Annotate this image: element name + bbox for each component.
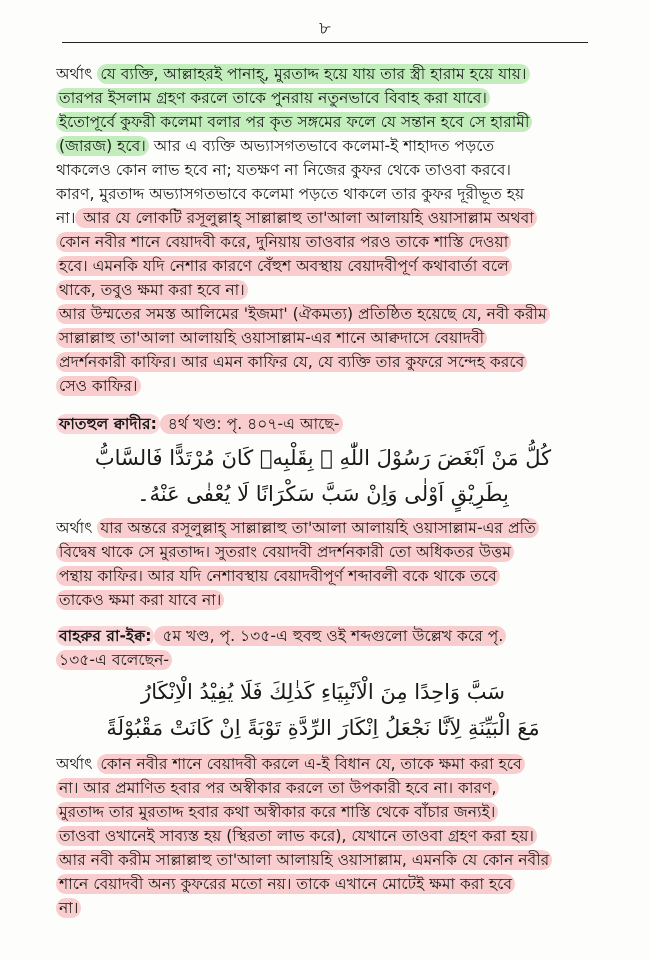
text-line: মুরতাদ্দ তার মুরতাদ্দ হবার কথা অস্বীকার করে শাস্তি থেকে বাঁচার জন্যই। [56,800,590,824]
text-line: ফাতহুল ক্বাদীর: ৪র্থ খণ্ড: পৃ. ৪০৭-এ আছে- [56,412,590,436]
bahrur-raiq-reference [56,624,590,672]
text-line: কারণ, মুরতাদ্দ অভ্যাসগতভাবে কলেমা পড়তে থাকলে তার কুফর দূরীভূত হয় [56,185,525,203]
arabic-quote-line: كُلُّ مَنْ اَبْغَضَ رَسُوْلَ اللّٰهِ ﷺ بِقَلْبِهٖ كَانَ مُرْتَدًّا فَالسَّابُّ [94,446,552,470]
text-line: কোন নবীর শানে বেয়াদবী করে, দুনিয়ায় তাওবার পরও তাকে শাস্তি দেওয়া [56,230,590,254]
text-line: আর উম্মতের সমস্ত আলিমের 'ইজমা' (ঐকমত্য) প্রতিষ্ঠিত হয়েছে যে, নবী করীম [56,302,590,326]
text-line: (জারজ) হবে। আর এ ব্যক্তি অভ্যাসগতভাবে কলেমা-ই শাহাদত পড়তে [56,134,590,158]
text-line: থাকে, তবুও ক্ষমা করা হবে না। [56,278,590,302]
source-label: ফাতহুল ক্বাদীর: [56,414,160,434]
text-line: বিদ্বেষ থাকে সে মুরতাদ্দ। সুতরাং বেয়াদবী প্রদর্শনকারী তো অধিকতর উত্তম [56,540,590,564]
arabic-quote-line: بِطَرِيْقٍ اَوْلٰى وَاِنْ سَبَّ سَكْرَانًا لَا يُعْفٰى عَنْهُ۔ [137,482,509,506]
paragraph-1 [56,62,590,398]
text-line: অর্থাৎ কোন নবীর শানে বেয়াদবী করলে এ-ই বিধান যে, তাকে ক্ষমা করা হবে [56,752,590,776]
text-line: পন্থায় কাফির। আর যদি নেশাবস্থায় বেয়াদবীপূর্ণ শব্দাবলী বকে থাকে তবে [56,564,590,588]
page-number: ৮ [319,18,331,39]
text-line: না। [56,896,590,920]
text-line: তাওবা ওখানেই সাব্যস্ত হয় (স্থিরতা লাভ করে), যেখানে তাওবা গ্রহণ করা হয়। [56,824,590,848]
text-line: না। আর প্রমাণিত হবার পর অস্বীকার করলে তা উপকারী হবে না। কারণ, [56,776,590,800]
text-line: প্রদর্শনকারী কাফির। আর এমন কাফির যে, যে ব্যক্তি তার কুফরে সন্দেহ করবে [56,350,590,374]
text-line: ইতোপূর্বে কুফরী কলেমা বলার পর কৃত সঙ্গমের ফলে যে সন্তান হবে সে হারামী [56,110,590,134]
text-line: সেও কাফির। [56,374,590,398]
paragraph-2 [56,516,590,612]
header-rule [62,42,588,43]
text-line: সাল্লাল্লাহু তা'আলা আলায়হি ওয়াসাল্লাম-এর শানে আক্বদাসে বেয়াদবী [56,326,590,350]
text-line: থাকলেও কোন লাভ হবে না; যতক্ষণ না নিজের কুফর থেকে তাওবা করবে। [56,161,511,179]
text-line: শানে বেয়াদবী অন্য কুফরের মতো নয়। তাকে এখানে মোটেই ক্ষমা করা হবে [56,872,590,896]
text-line: আর নবী করীম সাল্লাল্লাহু তা'আলা আলায়হি ওয়াসাল্লাম, এমনকি যে কোন নবীর [56,848,590,872]
arabic-quote-line: سَبَّ وَاحِدًا مِنَ الْاَنْبِيَاءِ كَذٰلِكَ فَلَا يُفِيْدُ الْاِنْكَارُ [141,680,505,704]
text-line: অর্থাৎ যে ব্যক্তি, আল্লাহরই পানাহ্, মুরতাদ্দ হয়ে যায় তার স্ত্রী হারাম হয়ে যায়। [56,62,590,86]
text-line: বাহরুর রা-ইক্ব: ৫ম খণ্ড, পৃ. ১৩৫-এ হুবহু ওই শব্দগুলো উল্লেখ করে পৃ. [56,624,590,648]
text-line: তাকেও ক্ষমা করা যাবে না। [56,588,590,612]
text-line: হবে। এমনকি যদি নেশার কারণে বেঁহুশ অবস্থায় বেয়াদবীপূর্ণ কথাবার্তা বলে [56,254,590,278]
paragraph-3 [56,752,590,920]
text-line: না। আর যে লোকটি রসূলুল্লাহ্ সাল্লাল্লাহু তা'আলা আলায়হি ওয়াসাল্লাম অথবা [56,206,590,230]
text-line: তারপর ইসলাম গ্রহণ করলে তাকে পুনরায় নতুনভাবে বিবাহ করা যাবে। [56,86,590,110]
text-line: অর্থাৎ যার অন্তরে রসূলুল্লাহ্ সাল্লাল্লাহু তা'আলা আলায়হি ওয়াসাল্লাম-এর প্রতি [56,516,590,540]
arabic-quote-line: مَعَ الْبَيِّنَةِ لِاَنَّا نَجْعَلُ اِنْكَارَ الرِّدَّةِ تَوْبَةً اِنْ كَانَتْ مَقْبُوْلَةً [106,716,540,740]
text-line: ১৩৫-এ বলেছেন- [56,648,590,672]
source-label: বাহরুর রা-ইক্ব: [56,626,154,646]
fathul-qadir-reference [56,412,590,436]
